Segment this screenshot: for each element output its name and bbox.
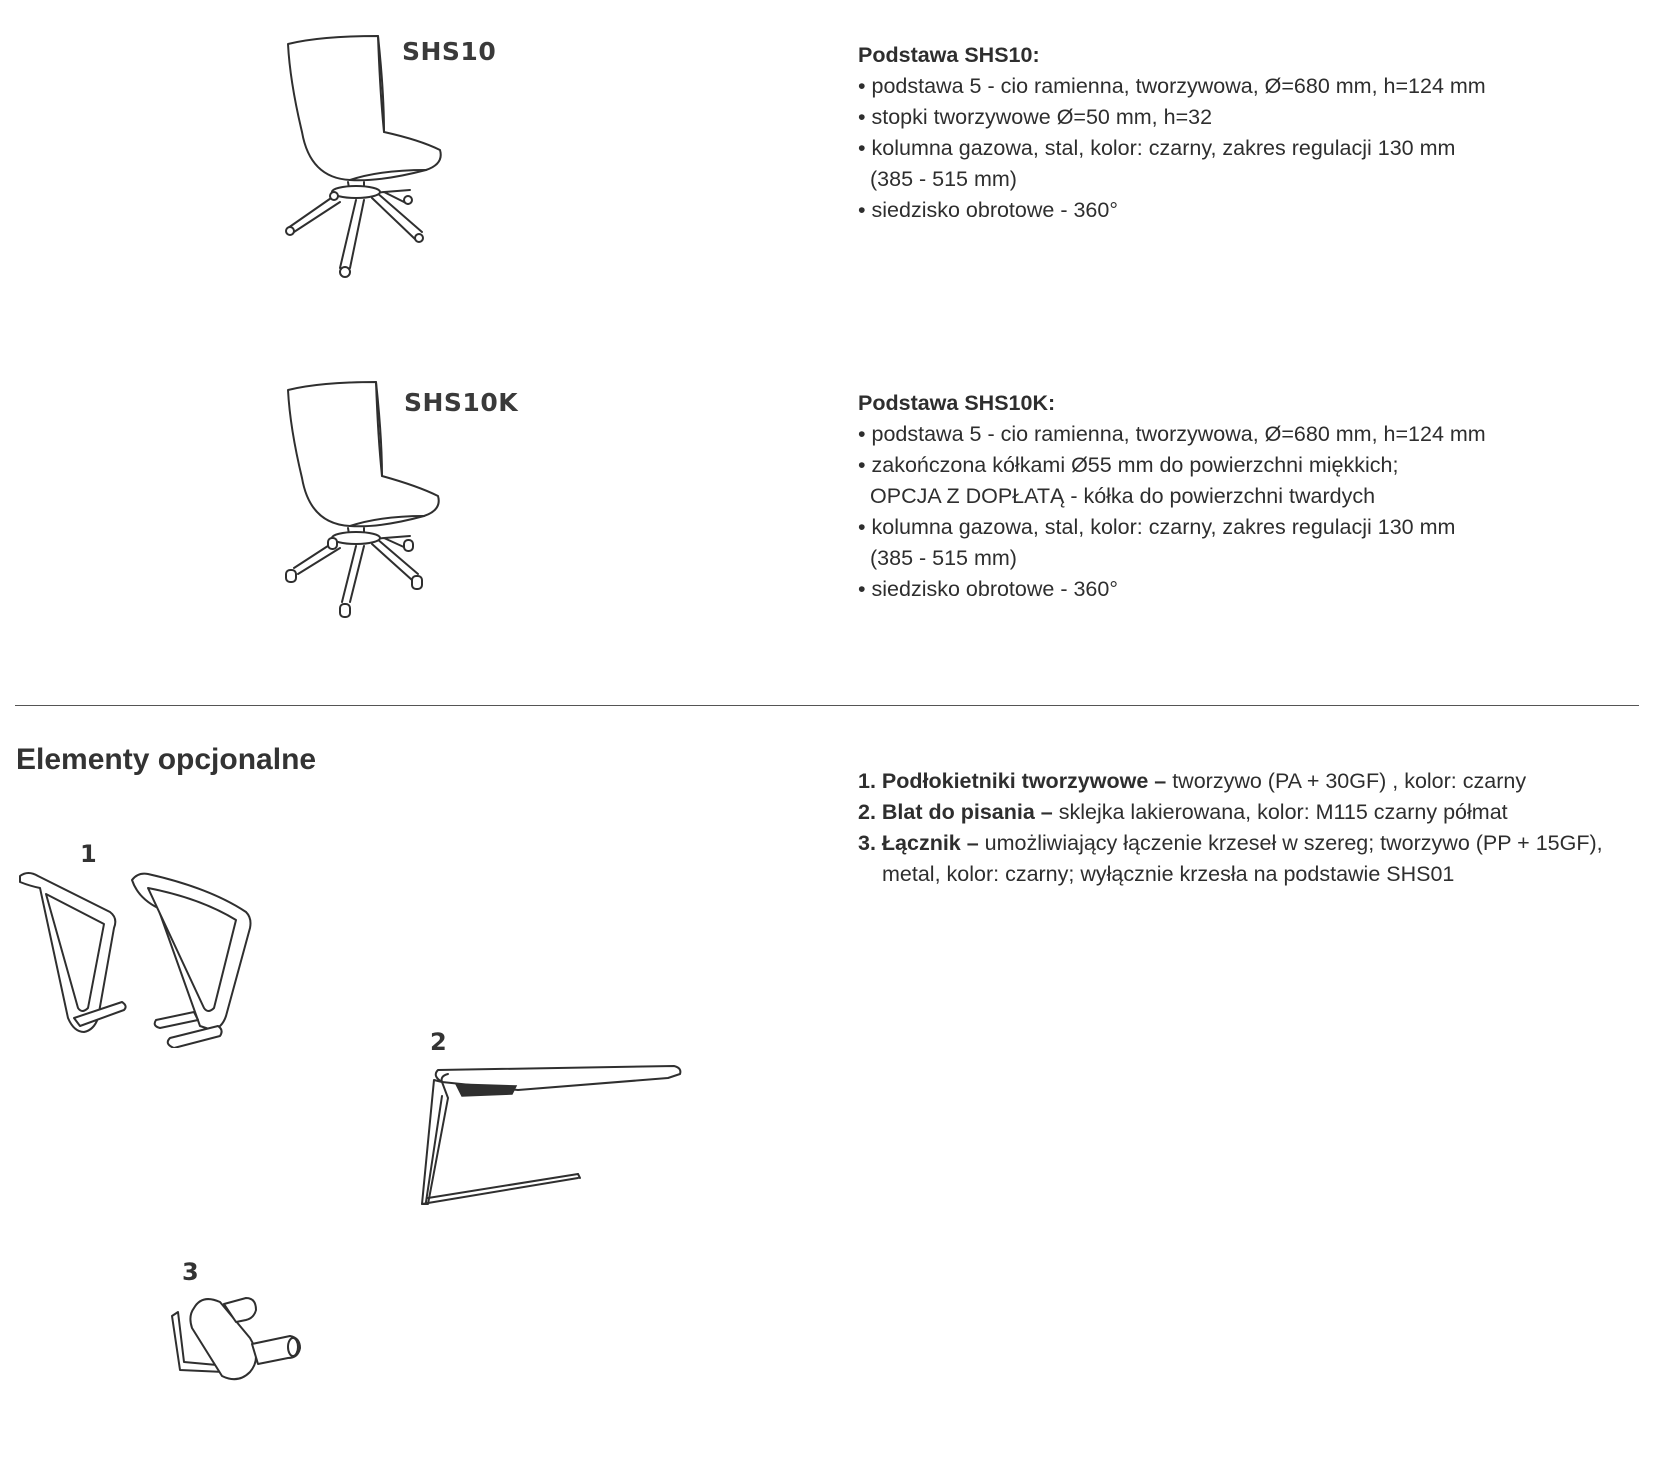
figure-label-2: 2 [430, 1028, 447, 1056]
spec-title: Podstawa SHS10: [858, 43, 1040, 67]
spec-shs10k [858, 388, 1486, 605]
spec-line: • kolumna gazowa, stal, kolor: czarny, zakres regulacji 130 mm [858, 515, 1456, 539]
optional-item-desc: tworzywo (PA + 30GF) , kolor: czarny [1166, 769, 1527, 793]
spec-shs10 [858, 40, 1486, 226]
spec-line: • zakończona kółkami Ø55 mm do powierzchni miękkich; [858, 453, 1399, 477]
spec-line: (385 - 515 mm) [870, 167, 1017, 191]
chair-shs10-illustration [280, 32, 480, 282]
optional-item-connector [858, 828, 1603, 859]
spec-line: (385 - 515 mm) [870, 546, 1017, 570]
figure-label-3: 3 [182, 1258, 199, 1286]
optional-list [858, 766, 1603, 890]
optional-item-name: 2. Blat do pisania – [858, 800, 1053, 824]
optional-item-name: 1. Podłokietniki tworzywowe – [858, 769, 1167, 793]
optional-item-name: 3. Łącznik – [858, 831, 979, 855]
spec-line: • stopki tworzywowe Ø=50 mm, h=32 [858, 105, 1213, 129]
optional-item-writing-tablet [858, 797, 1603, 828]
spec-title: Podstawa SHS10K: [858, 391, 1056, 415]
spec-line: OPCJA Z DOPŁATĄ - kółka do powierzchni twardych [870, 484, 1376, 508]
spec-line: • podstawa 5 - cio ramienna, tworzywowa, Ø=680 mm, h=124 mm [858, 422, 1486, 446]
spec-line: • podstawa 5 - cio ramienna, tworzywowa, Ø=680 mm, h=124 mm [858, 74, 1486, 98]
spec-line: • kolumna gazowa, stal, kolor: czarny, zakres regulacji 130 mm [858, 136, 1456, 160]
section-title: Elementy opcjonalne [16, 743, 317, 776]
optional-item-desc-continued: metal, kolor: czarny; wyłącznie krzesła na podstawie SHS01 [882, 862, 1455, 886]
connector-illustration [166, 1292, 326, 1402]
spec-line: • siedzisko obrotowe - 360° [858, 198, 1118, 222]
model-code-shs10k: SHS10K [404, 388, 519, 417]
model-code-shs10: SHS10 [402, 37, 497, 66]
optional-item-armrests [858, 766, 1603, 797]
writing-tablet-illustration [418, 1060, 688, 1210]
section-divider [15, 705, 1639, 706]
figure-label-1: 1 [80, 840, 97, 868]
armrests-illustration [14, 868, 274, 1048]
optional-item-desc: umożliwiający łączenie krzeseł w szereg; tworzywo (PP + 15GF), [978, 831, 1603, 855]
optional-item-desc: sklejka lakierowana, kolor: M115 czarny półmat [1052, 800, 1508, 824]
spec-line: • siedzisko obrotowe - 360° [858, 577, 1118, 601]
